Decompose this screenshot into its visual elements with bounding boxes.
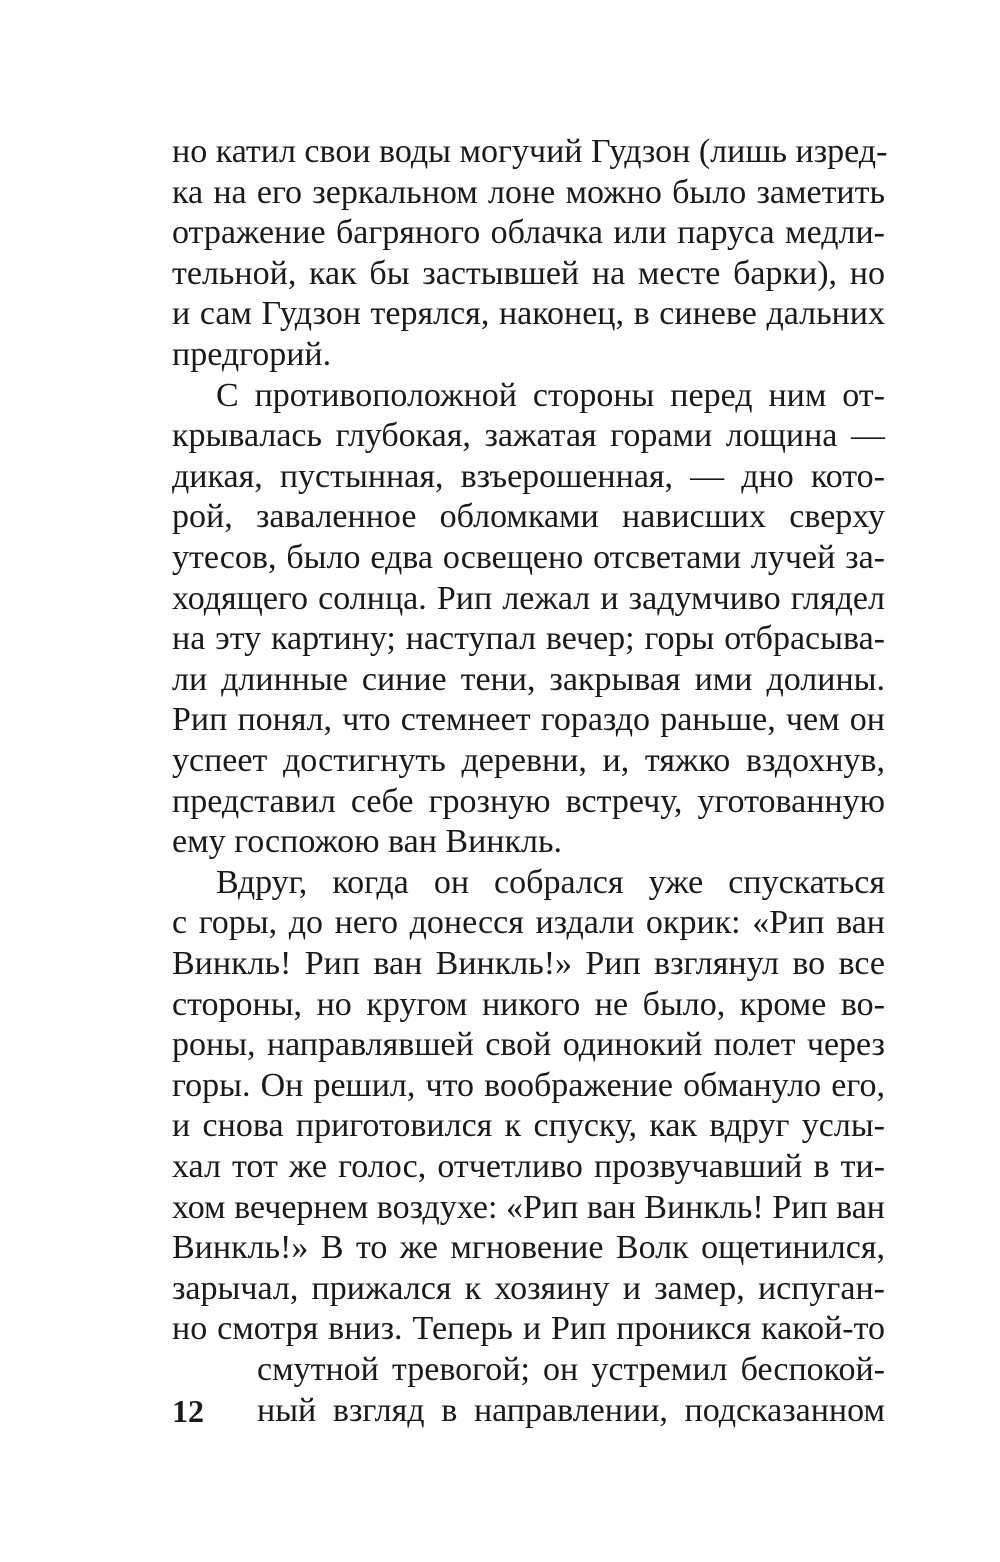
text-line: и снова приготовился к спуску, как вдруг услы- (172, 1107, 885, 1144)
text-line: горы. Он решил, что воображение обмануло его, (172, 1067, 885, 1104)
text-line: тельной, как бы застывшей на месте барки), но (172, 255, 885, 292)
paragraph-start-line: Вдруг, когда он собрался уже спускаться (216, 864, 885, 901)
text-line: представил себе грозную встречу, уготованную (172, 783, 885, 820)
text-line: смутной тревогой; он устремил беспокой- (257, 1351, 885, 1388)
page-number: 12 (172, 1393, 204, 1429)
text-line: утесов, было едва освещено отсветами лучей за- (172, 539, 885, 576)
text-line: стороны, но кругом никого не было, кроме во- (172, 986, 885, 1023)
text-line: роны, направлявшей свой одинокий полет через (172, 1026, 885, 1063)
text-line: рой, заваленное обломками нависших сверху (172, 498, 885, 535)
text-line: предгорий. (172, 336, 332, 373)
text-line: крывалась глубокая, зажатая горами лощина — (172, 417, 885, 454)
text-line: дикая, пустынная, взъерошенная, — дно кото- (172, 458, 885, 495)
text-line: но смотря вниз. Теперь и Рип проникся какой-то (172, 1310, 885, 1347)
text-line: ходящего солнца. Рип лежал и задумчиво глядел (172, 580, 885, 617)
text-line: Рип понял, что стемнеет гораздо раньше, чем он (172, 701, 885, 738)
text-line: с горы, до него донесся издали окрик: «Рип ван (172, 904, 885, 941)
text-line: Винкль! Рип ван Винкль!» Рип взглянул во все (172, 945, 885, 982)
text-line: и сам Гудзон терялся, наконец, в синеве дальних (172, 295, 885, 332)
text-line: зарычал, прижался к хозяину и замер, испуган- (172, 1270, 885, 1307)
text-line: ный взгляд в направлении, подсказанном (257, 1392, 885, 1429)
text-line: ли длинные синие тени, закрывая ими долины. (172, 661, 885, 698)
text-line: отражение багряного облачка или паруса медли- (172, 214, 885, 251)
text-line: Винкль!» В то же мгновение Волк ощетинился, (172, 1229, 885, 1266)
text-line: но катил свои воды могучий Гудзон (лишь изред- (172, 133, 888, 170)
text-line: хом вечернем воздухе: «Рип ван Винкль! Рип ван (172, 1189, 885, 1226)
text-line: ему госпожою ван Винкль. (172, 823, 562, 860)
text-line: успеет достигнуть деревни, и, тяжко вздохнув, (172, 742, 885, 779)
text-line: ка на его зеркальном лоне можно было заметить (172, 174, 885, 211)
text-line: хал тот же голос, отчетливо прозвучавший в ти- (172, 1148, 885, 1185)
paragraph-start-line: С противоположной стороны перед ним от- (216, 377, 885, 414)
text-line: на эту картину; наступал вечер; горы отбрасыва- (172, 620, 885, 657)
